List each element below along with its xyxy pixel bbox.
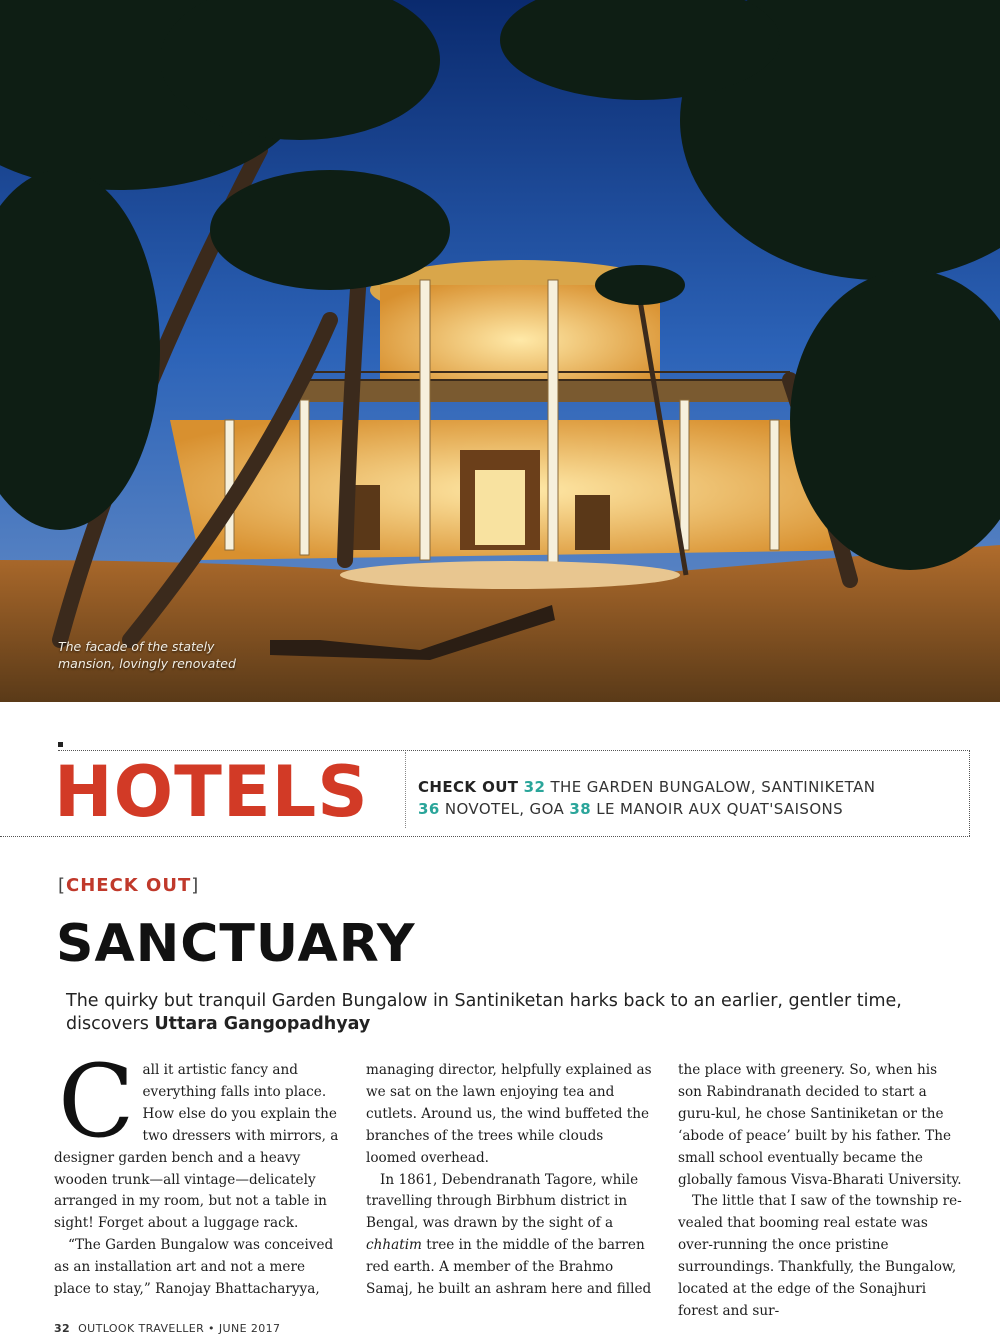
- banner-divider: [405, 752, 406, 828]
- drop-cap: C: [58, 1043, 135, 1160]
- banner-right-rule: [969, 750, 970, 836]
- col2-p2-text-a: In 1861, Debendranath Tagore, while travelling through Birbhum district in Bengal, was drawn by the sight of a: [366, 1171, 639, 1232]
- caption-line-2: mansion, lovingly renovated: [58, 656, 236, 671]
- article-deck: [66, 990, 926, 1036]
- photo-caption: [58, 638, 258, 672]
- col3-paragraph-2: The little that I saw of the township re-vealed that booming real estate was over-running the once pristine surroundings. Thankfully, the Bungalow, located at the edge of the Sonajhuri forest and sur-: [678, 1193, 962, 1319]
- contents-page-2: 36: [418, 800, 440, 818]
- col3-paragraph-1: the place with greenery. So, when his son Rabindranath decided to start a guru-kul, he chose Santiniketan or the ‘abode of peace’ built by his father. The small school eventually became the globally famous Visva-Bharati University.: [678, 1062, 962, 1188]
- caption-line-1: The facade of the stately: [58, 639, 215, 654]
- col2-p2-italic: chhatim: [366, 1237, 422, 1254]
- banner-dot: [58, 742, 63, 747]
- body-column-3: [678, 1060, 964, 1323]
- kicker-bracket-close: ]: [191, 875, 200, 896]
- article-kicker: [58, 874, 199, 898]
- kicker-bracket-open: [: [58, 875, 67, 896]
- contents-page-1: 32: [523, 778, 546, 796]
- contents-item-1: THE GARDEN BUNGALOW, SANTINIKETAN: [550, 778, 876, 796]
- col2-paragraph-2: [366, 1170, 652, 1301]
- contents-item-2: NOVOTEL, GOA: [444, 800, 565, 818]
- section-contents: [418, 776, 963, 820]
- body-column-2: [366, 1060, 652, 1301]
- contents-page-3: 38: [569, 800, 592, 818]
- page-folio: [54, 1322, 280, 1336]
- col1-paragraph-2: “The Garden Bungalow was conceived as an installation art and not a mere place to stay,” Ranojay Bhattacharyya,: [54, 1237, 334, 1298]
- author-byline: Uttara Gangopadhyay: [154, 1014, 371, 1034]
- article-headline: SANCTUARY: [56, 914, 416, 974]
- banner-bottom-rule: [0, 836, 970, 837]
- col1-paragraph-1: [54, 1043, 340, 1235]
- page-number: 32: [54, 1322, 71, 1335]
- folio-text: OUTLOOK TRAVELLER • JUNE 2017: [78, 1322, 281, 1335]
- body-column-1: [54, 1043, 340, 1301]
- deck-text: The quirky but tranquil Garden Bungalow in Santiniketan harks back to an earlier, gentler time, discovers: [66, 991, 902, 1034]
- col2-p2-text-b: tree in the middle of the barren red earth. A member of the Brahmo Samaj, he built an ashram here and filled: [366, 1237, 652, 1298]
- section-title: HOTELS: [54, 751, 369, 833]
- contents-item-3: LE MANOIR AUX QUAT'SAISONS: [596, 800, 844, 818]
- col2-paragraph-1: managing director, helpfully explained as we sat on the lawn enjoying tea and cutlets. Around us, the wind buffeted the branches of the trees while clouds loomed overhead.: [366, 1062, 652, 1166]
- kicker-text: CHECK OUT: [66, 875, 192, 896]
- col1-p1-text: all it artistic fancy and everything falls into place. How else do you explain the two dressers with mirrors, a designer garden bench and a heavy wooden trunk—all vintage—delicately arranged in my room, but not a table in sight! Forget about a luggage rack.: [54, 1062, 339, 1232]
- contents-label: CHECK OUT: [418, 778, 519, 796]
